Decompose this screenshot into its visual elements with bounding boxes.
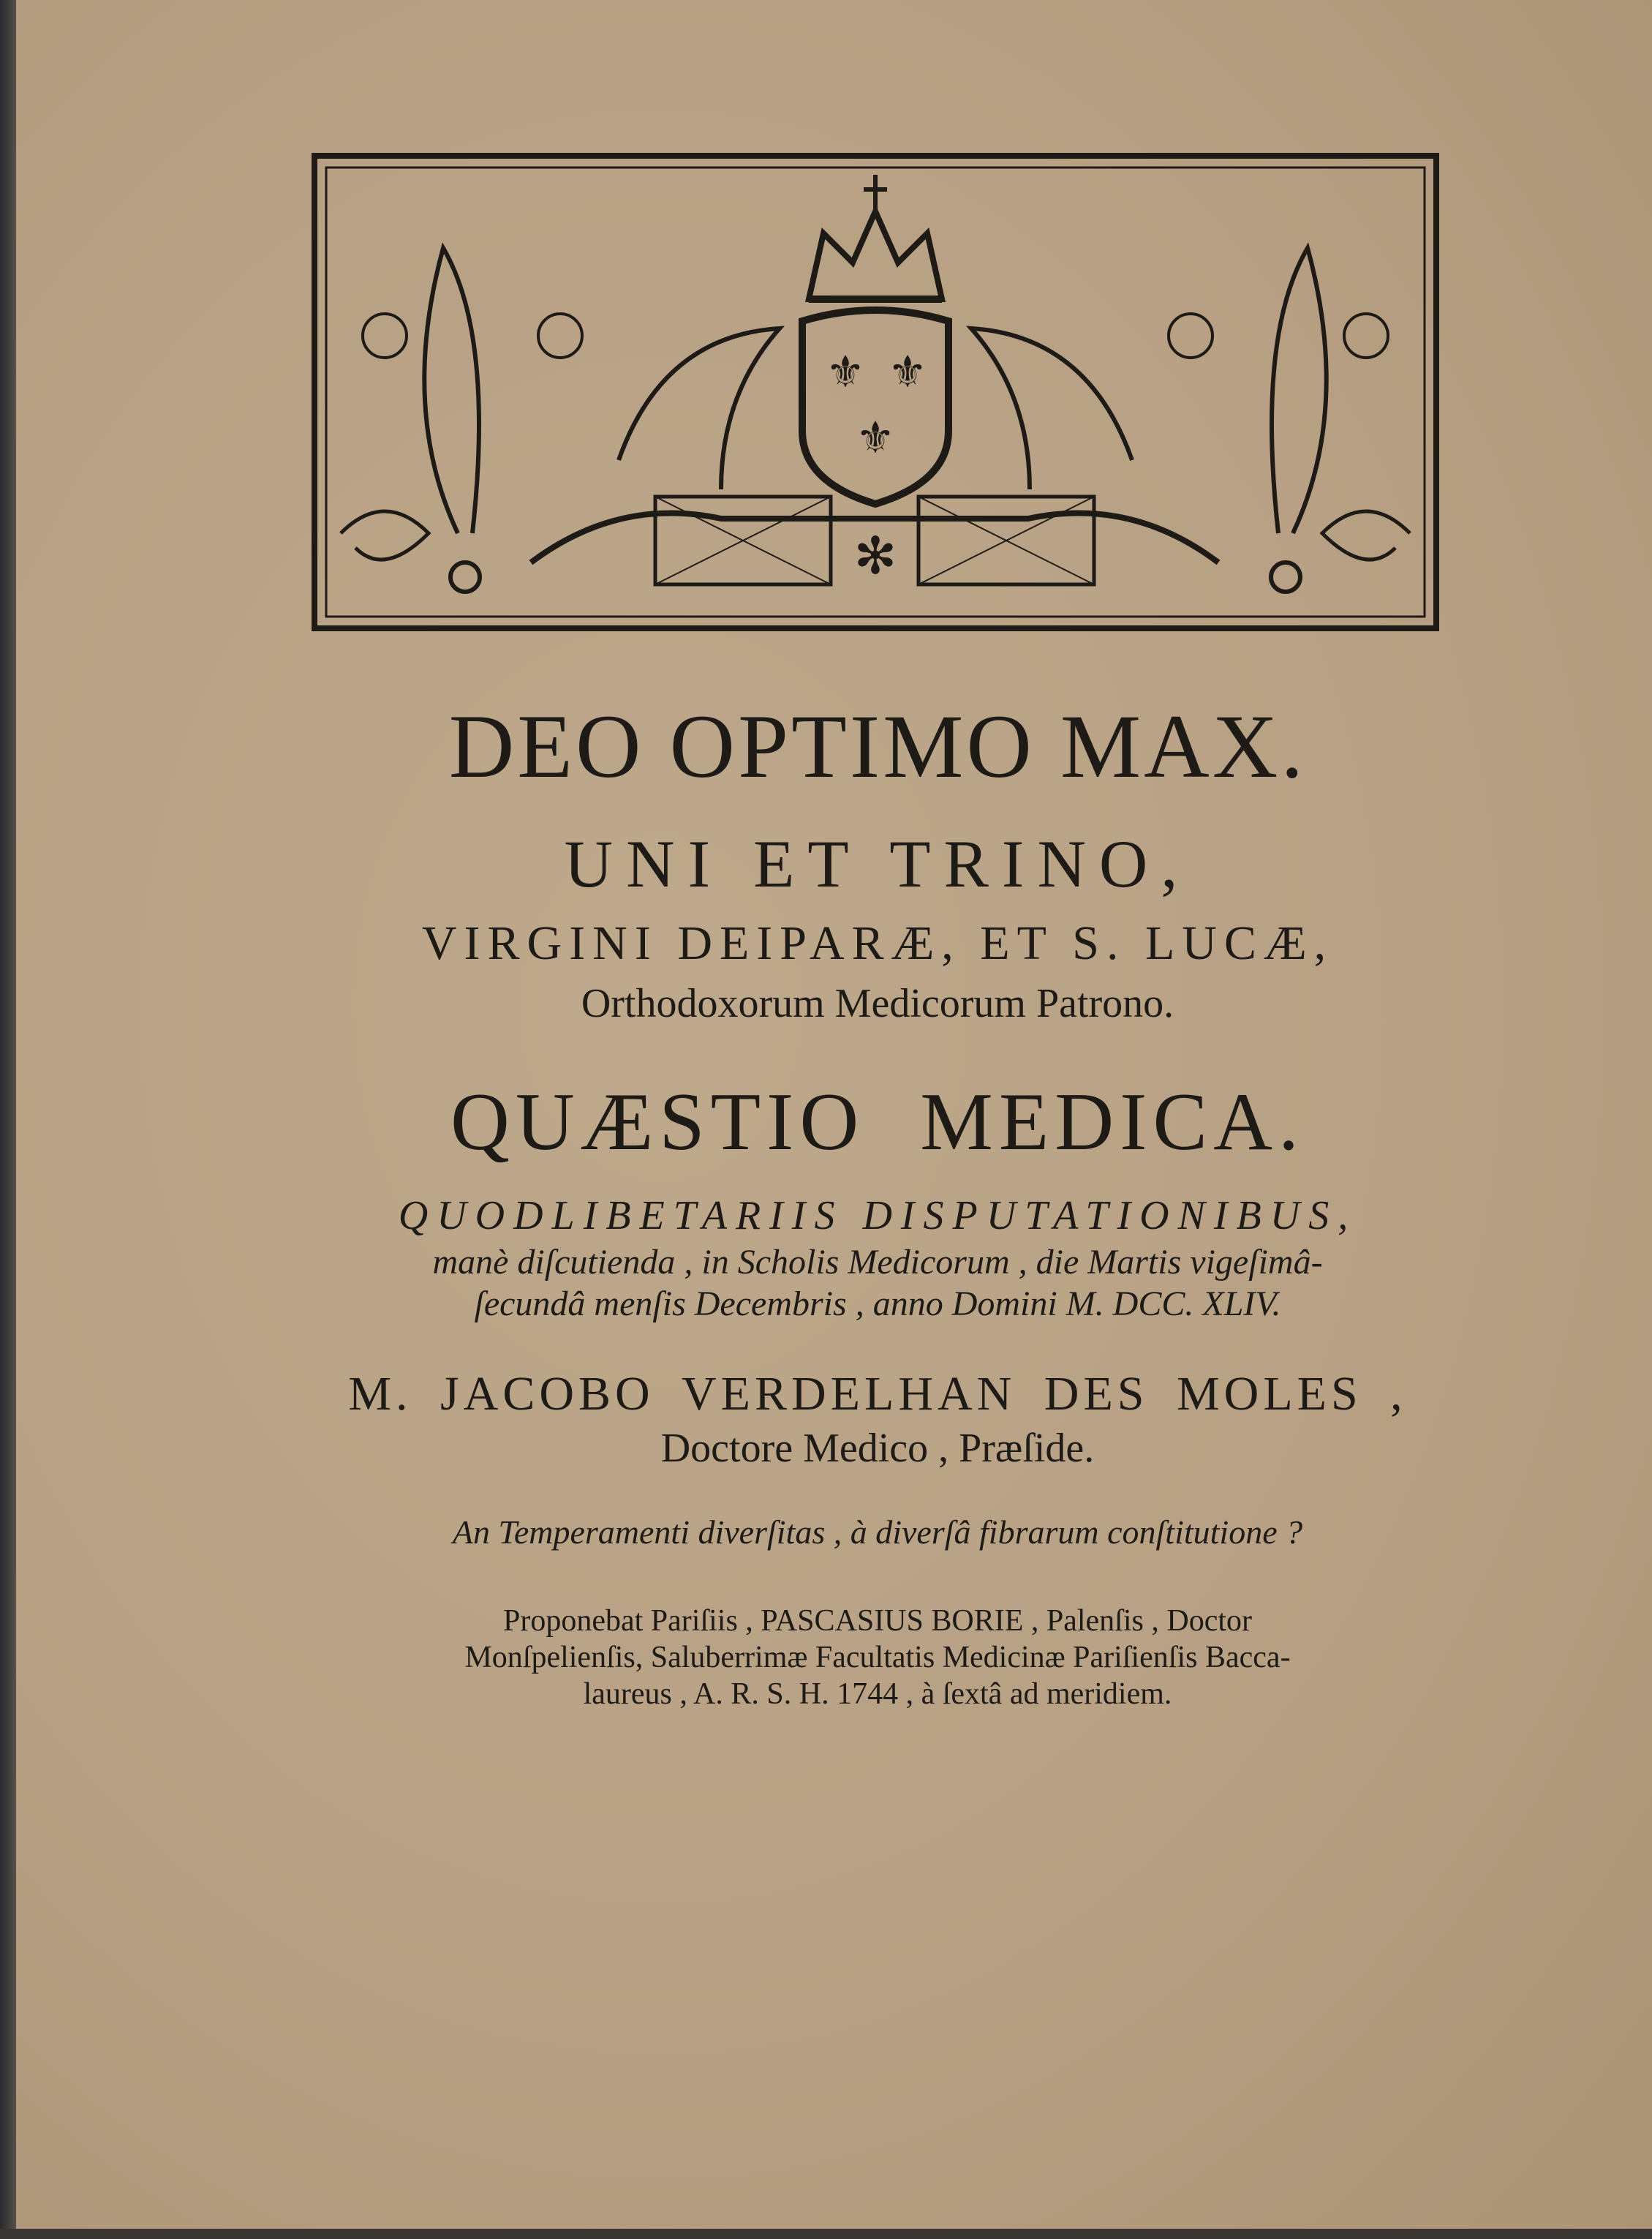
royal-arms-engraving-icon	[312, 153, 1439, 631]
proponent-line-3: laureus , A. R. S. H. 1744 , à ſextâ ad meridiem.	[583, 1677, 1172, 1711]
occasion-line-2: manè diſcutienda , in Scholis Medicorum , die Martis vigeſimâ-	[432, 1243, 1323, 1282]
president-role: Doctore Medico , Præſide.	[660, 1426, 1095, 1471]
occasion-line-1: QUODLIBETARIIS DISPUTATIONIBUS,	[398, 1193, 1357, 1238]
occasion-line-3: ſecundâ menſis Decembris , anno Domini M. DCC. XLIV.	[474, 1284, 1281, 1323]
scan-edge-bottom	[0, 2229, 1652, 2239]
president-name: M. JACOBO VERDELHAN DES MOLES ,	[348, 1367, 1407, 1420]
proponent-line-2: Monſpelienſis, Saluberrimæ Facultatis Medicinæ Pariſienſis Bacca-	[464, 1641, 1291, 1674]
document-title: QUÆSTIO MEDICA.	[450, 1077, 1305, 1167]
medical-question: An Temperamenti diverſitas , à diverſâ fibrarum conſtitutione ?	[452, 1513, 1303, 1551]
dedication-line-4: Orthodoxorum Medicorum Patrono.	[581, 981, 1174, 1026]
dedication-line-3: VIRGINI DEIPARÆ, ET S. LUCÆ,	[421, 917, 1334, 970]
proponent-line-1: Proponebat Pariſiis , PASCASIUS BORIE , Palenſis , Doctor	[503, 1604, 1252, 1638]
dedication-line-1: DEO OPTIMO MAX.	[448, 696, 1307, 797]
scan-edge	[0, 0, 16, 2239]
svg-text:⚜: ⚜	[826, 347, 865, 398]
dedication-line-2: UNI ET TRINO,	[564, 827, 1191, 901]
svg-text:⚜: ⚜	[856, 413, 895, 464]
svg-text:✻: ✻	[853, 526, 897, 586]
svg-text:⚜: ⚜	[888, 347, 927, 398]
